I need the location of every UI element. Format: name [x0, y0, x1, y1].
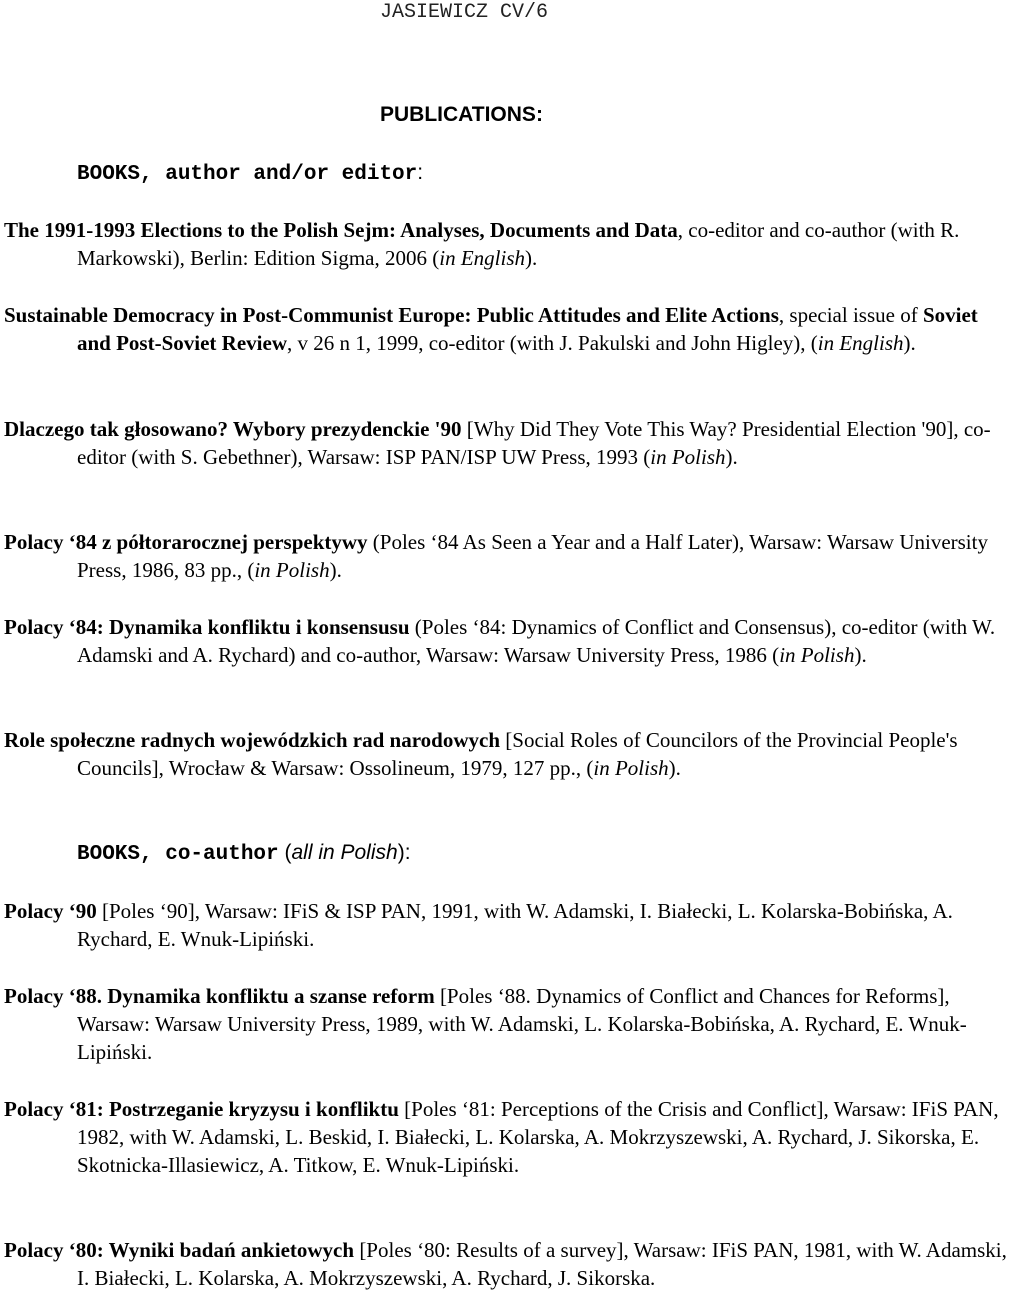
entry-title: Polacy ‘88. Dynamika konfliktu a szanse reform: [4, 984, 435, 1008]
entry-title: Polacy ‘81: Postrzeganie kryzysu i konfliktu: [4, 1097, 399, 1121]
entry-language: in Polish: [593, 756, 669, 780]
section-heading-suffix: :: [417, 161, 424, 184]
entry-title: Polacy ‘84 z półtorarocznej perspektywy: [4, 530, 368, 554]
entry-language: in English: [439, 246, 525, 270]
entry-end: ).: [854, 643, 867, 667]
entry-title: Dlaczego tak głosowano? Wybory prezydenckie '90: [4, 417, 462, 441]
section-heading-books-author-editor: [77, 159, 423, 189]
entry-details: , v 26 n 1, 1999, co-editor (with J. Pakulski and John Higley), (: [286, 331, 818, 355]
entry-language: in Polish: [779, 643, 855, 667]
section-heading-note: [279, 841, 411, 864]
entry-end: ).: [525, 246, 538, 270]
publication-entry: [4, 897, 1013, 953]
publication-entry: [4, 216, 1013, 272]
entry-end: ).: [903, 331, 916, 355]
note-close: ):: [397, 841, 411, 864]
section-heading-text: BOOKS, author and/or editor: [77, 163, 418, 186]
publication-entry: [4, 528, 1013, 584]
entry-details: (Poles ‘84: Dynamics of Conflict and Consensus), co-editor (with W. Adamski and A. Rychard) and co-author, Warsaw: Warsaw University Press, 1986 (: [77, 615, 996, 667]
entry-details: [Poles ‘90], Warsaw: IFiS & ISP PAN, 1991, with W. Adamski, I. Białecki, L. Kolarska-Bobińska, A. Rychard, E. Wnuk-Lipiński.: [77, 899, 953, 951]
entry-details: [Social Roles of Councilors of the Provincial People's Councils], Wrocław & Warsaw: Ossolineum, 1979, 127 pp., (: [77, 728, 958, 780]
entry-title: Sustainable Democracy in Post-Communist Europe: Public Attitudes and Elite Actions: [4, 303, 779, 327]
entry-details: [Poles ‘88. Dynamics of Conflict and Chances for Reforms], Warsaw: Warsaw University Press, 1989, with W. Adamski, L. Kolarska-Bobińska, A. Rychard, E. Wnuk-Lipiński.: [77, 984, 967, 1064]
entry-title: Polacy ‘90: [4, 899, 97, 923]
section-heading-text: BOOKS, co-author: [77, 843, 279, 866]
entry-details: (Poles ‘84 As Seen a Year and a Half Later), Warsaw: Warsaw University Press, 1986, 83 pp., (: [77, 530, 988, 582]
entry-details: [Why Did They Vote This Way? Presidential Election '90], co-editor (with S. Gebethner), Warsaw: ISP PAN/ISP UW Press, 1993 (: [77, 417, 991, 469]
publication-entry: [4, 1095, 1013, 1179]
entry-title: Role społeczne radnych wojewódzkich rad narodowych: [4, 728, 501, 752]
publication-entry: [4, 726, 1013, 782]
note-text: all in Polish: [291, 841, 398, 864]
publication-entry: [4, 613, 1013, 669]
entry-title: The 1991-1993 Elections to the Polish Sejm: Analyses, Documents and Data: [4, 218, 678, 242]
entry-title: Polacy ‘80: Wyniki badań ankietowych: [4, 1238, 355, 1262]
publication-entry: [4, 415, 1013, 471]
publication-entry: [4, 301, 1013, 357]
entry-details: [Poles ‘81: Perceptions of the Crisis and Conflict], Warsaw: IFiS PAN, 1982, with W. Adamski, L. Beskid, I. Białecki, L. Kolarska, A. Mokrzyszewski, A. Rychard, J. Sikorska, E. Skotnicka-Illasiewicz, A. Titkow, E. Wnuk-Lipiński.: [77, 1097, 999, 1177]
entry-details: [Poles ‘80: Results of a survey], Warsaw: IFiS PAN, 1981, with W. Adamski, I. Białecki, L. Kolarska, A. Mokrzyszewski, A. Rychard, J. Sikorska.: [77, 1238, 1007, 1290]
entry-language: in Polish: [254, 558, 330, 582]
entry-language: in Polish: [650, 445, 726, 469]
entry-title: Polacy ‘84: Dynamika konfliktu i konsensusu: [4, 615, 410, 639]
entry-details: , co-editor and co-author (with R. Markowski), Berlin: Edition Sigma, 2006 (: [77, 218, 960, 270]
note-open: (: [278, 841, 292, 864]
entry-title-journal: Soviet and Post-Soviet Review: [77, 303, 978, 355]
entry-end: ).: [329, 558, 342, 582]
publications-title: PUBLICATIONS:: [380, 103, 543, 126]
entry-end: ).: [668, 756, 681, 780]
publication-entry: [4, 982, 1013, 1066]
section-heading-books-co-author: [77, 839, 411, 869]
publication-entry: [4, 1236, 1013, 1292]
entry-details-a: , special issue of: [778, 303, 923, 327]
entry-end: ).: [725, 445, 738, 469]
entry-language: in English: [817, 331, 904, 355]
page-header: JASIEWICZ CV/6: [380, 1, 549, 24]
